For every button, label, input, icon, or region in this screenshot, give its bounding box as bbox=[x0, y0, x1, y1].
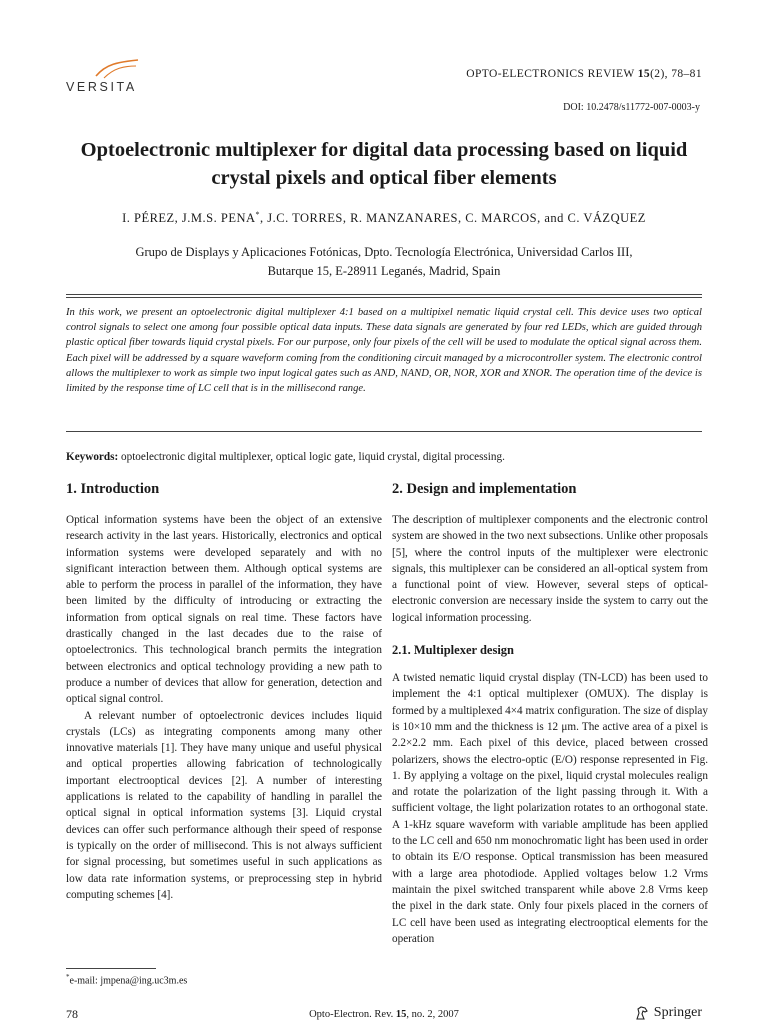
footnote-text: e-mail: jmpena@ing.uc3m.es bbox=[69, 975, 188, 987]
keywords-label: Keywords: bbox=[66, 451, 119, 463]
journal-issue-pages: (2), 78–81 bbox=[650, 68, 702, 80]
design-paragraph-1: The description of multiplexer components and the electronic control system are showed in the two next subsections. Unlike other proposals [5], where the control inputs of the multiplexer were electronic signals, this multiplexer can be considered an all-optical system from a functional point of view. However, several steps of optical-electronic conversion are necessary inside the system to carry out the logical information processing. bbox=[392, 514, 708, 624]
springer-name: Springer bbox=[653, 1005, 702, 1020]
footnote-email bbox=[66, 973, 187, 986]
abstract-top-rule-1 bbox=[66, 294, 702, 295]
publisher-name: VERSITA bbox=[66, 80, 137, 94]
right-column bbox=[392, 480, 708, 947]
section-heading-design: 2. Design and implementation bbox=[392, 481, 577, 497]
footnote-mark: * bbox=[66, 973, 70, 981]
journal-volume: 15 bbox=[637, 68, 651, 80]
journal-name: OPTO-ELECTRONICS REVIEW bbox=[466, 68, 635, 80]
springer-logo bbox=[634, 1005, 702, 1021]
abstract: In this work, we present an optoelectronic digital multiplexer 4:1 based on a multipixel nematic liquid crystal cell. This device uses two optical control signals to select one among four possible optical data inputs. These data signals are generated by four red LEDs, which are guided through plastic optical fiber towards liquid crystal pixels. For our purpose, only four pixels of the cell will be used to modulate the optical signal across them. Each pixel will be addressed by a square waveform coming from the conditioning circuit managed by a microcontroller system. The electronic control allows the multiplexer to work as simple two input logical gates such as AND, NAND, OR, NOR, XOR and XNOR. The operation time of the device is limited by the response time of LC cell that is in the millisecond range. bbox=[66, 307, 702, 395]
versita-swoosh-icon bbox=[94, 58, 140, 80]
publisher-logo bbox=[66, 58, 146, 98]
citation-suffix: , no. 2, 2007 bbox=[406, 1009, 459, 1020]
page-number: 78 bbox=[66, 1007, 78, 1021]
section-heading-introduction: 1. Introduction bbox=[66, 481, 160, 497]
design-paragraph-2: A twisted nematic liquid crystal display (TN-LCD) has been used to implement the 4:1 optical multiplexer (OMUX). The display is formed by a multiplexed 4×4 matrix configuration. The size of display is 10×10 mm and the thickness is 12 μm. The active area of a pixel is 2.2×2.2 mm. Each pixel of this device, placed between crossed polarizers, shows the electro-optic (E/O) response represented in Fig. 1. By applying a voltage on the pixel, liquid crystal molecules realign and rotate the polarization of the light passing through it. With a sufficient voltage, the light polarization rotates to an orthogonal state. A 1-kHz square waveform with variable amplitude has been applied to the LC cell and 650 nm monochromatic light has been used in order to obtain its E/O response. Optical transmission has been measured with a large area photodiode. Applied voltages below 1.2 Vrms maintain the pixel switched transparent while above 2.8 Vrms keep the pixel in the dark state. Only four pixels placed in the corners of LC cell have been used as integrating electrooptical elements for the operation bbox=[392, 672, 708, 945]
authors-rest: , J.C. TORRES, R. MANZANARES, C. MARCOS, and C. VÁZQUEZ bbox=[260, 211, 646, 226]
journal-reference bbox=[466, 68, 702, 80]
corresponding-mark: * bbox=[255, 210, 261, 219]
subsection-heading-multiplexer: 2.1. Multiplexer design bbox=[392, 643, 514, 658]
keywords bbox=[66, 451, 702, 463]
affiliation-line-1: Grupo de Displays y Aplicaciones Fotónicas, Dpto. Tecnología Electrónica, Universidad Carlos III, bbox=[135, 245, 633, 259]
footnote-rule bbox=[66, 968, 156, 969]
citation-prefix: Opto-Electron. Rev. bbox=[309, 1009, 394, 1020]
authors-first: I. PÉREZ, J.M.S. PENA bbox=[122, 211, 256, 226]
affiliation bbox=[60, 243, 708, 281]
citation-volume: 15 bbox=[395, 1009, 407, 1020]
abstract-bottom-rule bbox=[66, 431, 702, 432]
paper-title: Optoelectronic multiplexer for digital data processing based on liquid crystal pixels and optical fiber elements bbox=[80, 139, 688, 189]
intro-paragraph-2: A relevant number of optoelectronic devices includes liquid crystals (LCs) as integrating components among many other innovative materials [1]. They have many unique and useful physical and optical properties allowing fabrication of technologically important electrooptical devices [2]. A number of interesting applications is related to the capability of handling in parallel the optical signal in optical information systems [3]. Liquid crystal devices can offer such performance although their speed of response is typically on the order of millisecond. This is not always sufficient for signal processing, but sometimes useful in such applications as low data rate information systems, or preprocessing step in hybrid computing schemes [4]. bbox=[66, 709, 382, 901]
affiliation-line-2: Butarque 15, E-28911 Leganés, Madrid, Spain bbox=[267, 264, 501, 278]
doi: DOI: 10.2478/s11772-007-0003-y bbox=[563, 102, 700, 113]
springer-horse-icon bbox=[634, 1005, 650, 1021]
abstract-top-rule-2 bbox=[66, 297, 702, 298]
left-column bbox=[66, 480, 382, 903]
keywords-text: optoelectronic digital multiplexer, optical logic gate, liquid crystal, digital processing. bbox=[121, 451, 505, 463]
intro-paragraph-1: Optical information systems have been the object of an extensive research activity in the last years. Historically, electronics and optical information systems were developed separately and with no significant interaction between them. Although optical systems are able to perform the process in parallel of the information, they have been limited by the difficulty of introducing or extracting the information from optical signals on real time. These factors have drastically changed in the last decades due to the raise of optoelectronics. This technological branch permits the integration between electronics and optical technology providing a new path to produce a number of devices that allow for generation, detection and optical signal control. bbox=[66, 514, 382, 706]
author-list bbox=[60, 210, 708, 226]
